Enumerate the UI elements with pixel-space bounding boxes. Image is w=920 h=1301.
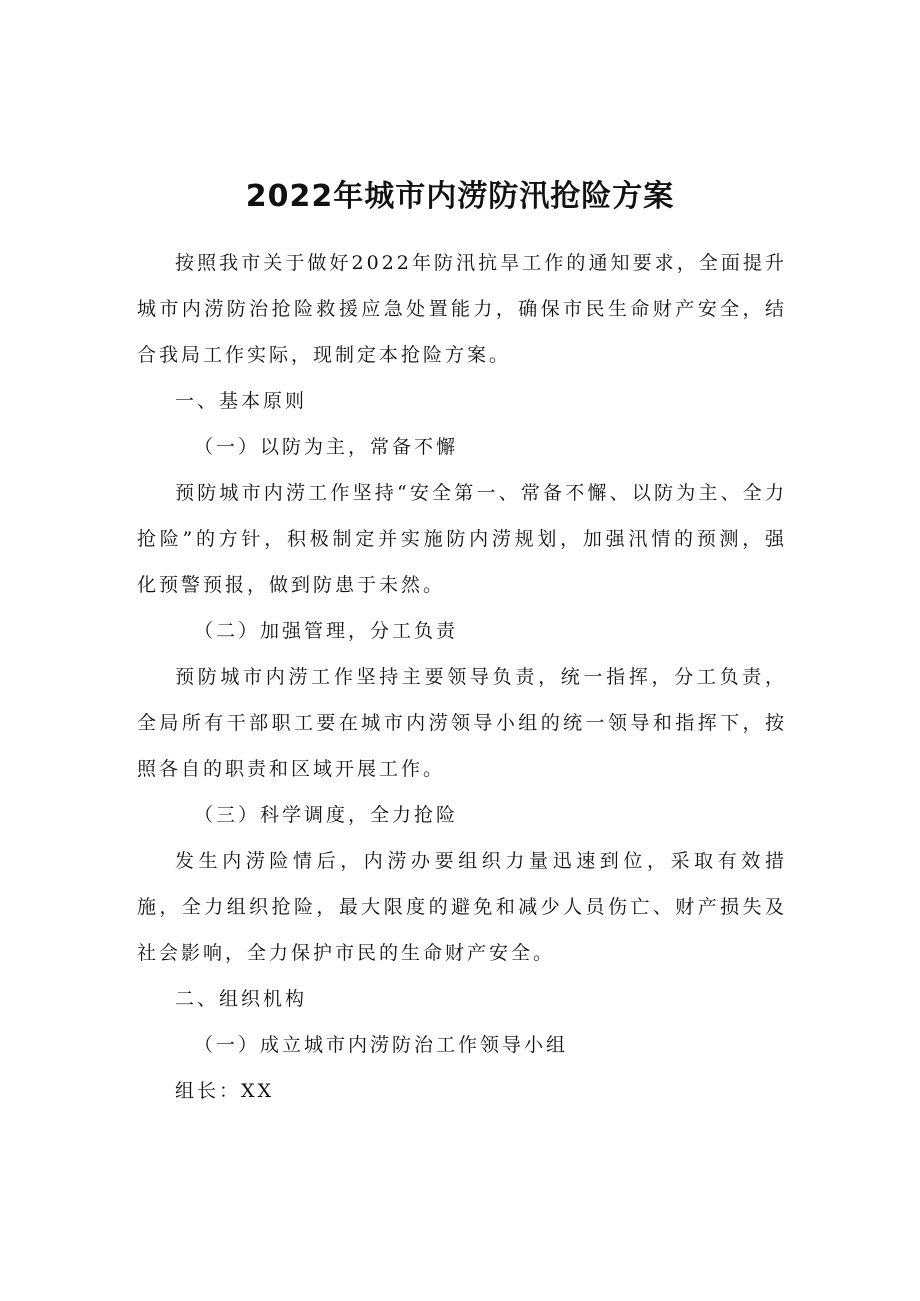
document-title: 2022年城市内涝防汛抢险方案 <box>245 179 675 214</box>
section-heading-principles: 一、基本原则 <box>175 390 308 412</box>
paragraph-prevention: 预防城市内涝工作坚持“安全第一、常备不懈、以防为主、全力抢险”的方针，积极制定并实施防内涝规划，加强汛情的预测，强化预警预报，做到防患于未然。 <box>137 482 787 596</box>
intro-paragraph: 按照我市关于做好2022年防汛抗旱工作的通知要求，全面提升城市内涝防治抢险救援应急处置能力，确保市民生命财产安全，结合我局工作实际，现制定本抢险方案。 <box>137 252 787 366</box>
document-body <box>137 240 787 1114</box>
paragraph-management: 预防城市内涝工作坚持主要领导负责，统一指挥，分工负责，全局所有干部职工要在城市内涝领导小组的统一领导和指挥下，按照各自的职责和区域开展工作。 <box>137 666 787 780</box>
subsection-heading-management: （二）加强管理，分工负责 <box>194 620 459 642</box>
group-leader-line: 组长：XX <box>175 1080 275 1102</box>
subsection-heading-leading-group: （一）成立城市内涝防治工作领导小组 <box>194 1034 569 1056</box>
subsection-heading-dispatch: （三）科学调度，全力抢险 <box>194 804 459 826</box>
subsection-heading-prevention: （一）以防为主，常备不懈 <box>194 436 459 458</box>
paragraph-dispatch: 发生内涝险情后，内涝办要组织力量迅速到位，采取有效措施，全力组织抢险，最大限度的避免和减少人员伤亡、财产损失及社会影响，全力保护市民的生命财产安全。 <box>137 850 787 964</box>
section-heading-organization: 二、组织机构 <box>175 988 308 1010</box>
